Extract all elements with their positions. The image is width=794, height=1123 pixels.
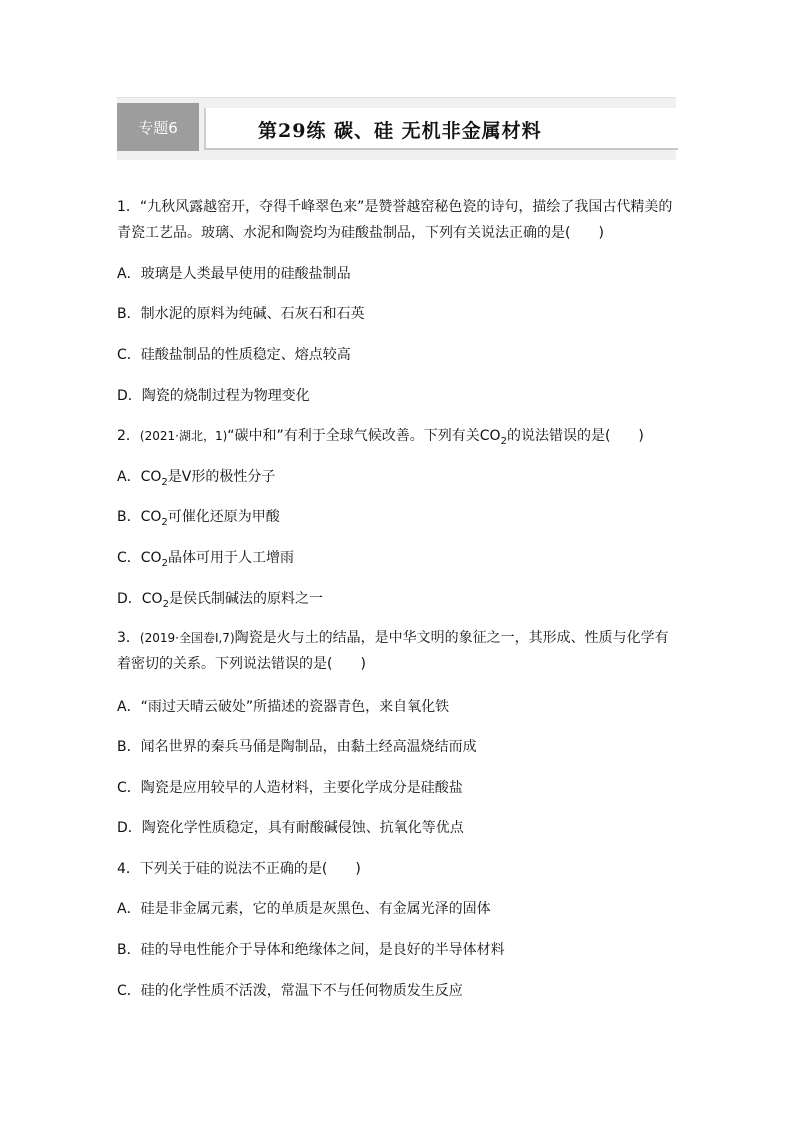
question-1-option-b: B．制水泥的原料为纯碱、石灰石和石英 (117, 306, 365, 322)
question-1-stem: 1．“九秋风露越窑开，夺得千峰翠色来”是赞誉越窑秘色瓷的诗句，描绘了我国古代精美的青瓷工艺品。玻璃、水泥和陶瓷均为硅酸盐制品，下列有关说法正确的是( ) (117, 199, 673, 241)
question-3-stem (117, 625, 682, 677)
option-text: 可催化还原为甲酸 (167, 509, 280, 525)
subscript-2: 2 (161, 476, 168, 488)
title-box (204, 108, 678, 148)
subscript-2: 2 (161, 557, 168, 569)
question-3-stem-text: 陶瓷是火与土的结晶，是中华文明的象征之一，其形成、性质与化学有着密切的关系。下列说法错误的是( ) (117, 630, 669, 672)
question-1-option-c: C．硅酸盐制品的性质稳定、熔点较高 (117, 347, 351, 363)
option-text: 是V形的极性分子 (167, 469, 276, 485)
option-text: 晶体可用于人工增雨 (167, 550, 294, 566)
question-4-option-b: B．硅的导电性能介于导体和绝缘体之间，是良好的半导体材料 (117, 942, 505, 958)
question-1-option-a: A．玻璃是人类最早使用的硅酸盐制品 (117, 266, 351, 282)
question-4-option-a: A．硅是非金属元素，它的单质是灰黑色、有金属光泽的固体 (117, 901, 491, 917)
subscript-2: 2 (162, 598, 169, 610)
question-4-stem: 4．下列关于硅的说法不正确的是( ) (117, 861, 361, 877)
subscript-2: 2 (161, 516, 168, 528)
question-3-source: (2019·全国卷Ⅰ,7) (139, 631, 235, 645)
option-text: 是侯氏制碱法的原料之一 (168, 591, 323, 607)
question-2-option-a (117, 467, 682, 493)
option-label: B．CO (117, 509, 162, 525)
page-title: 第29练 碳、硅 无机非金属材料 (258, 120, 542, 142)
question-2-option-c (117, 548, 682, 574)
topic-tag: 专题6 (117, 103, 199, 151)
question-2-option-d (117, 589, 682, 615)
question-4-option-c: C．硅的化学性质不活泼，常温下不与任何物质发生反应 (117, 983, 463, 999)
question-3-option-c: C．陶瓷是应用较早的人造材料，主要化学成分是硅酸盐 (117, 780, 463, 796)
question-2-stem-a: “碳中和”有利于全球气候改善。下列有关CO (227, 428, 501, 444)
option-label: A．CO (117, 469, 162, 485)
option-label: D．CO (117, 591, 163, 607)
question-3-option-b: B．闻名世界的秦兵马俑是陶制品，由黏土经高温烧结而成 (117, 739, 477, 755)
question-2-number: 2． (117, 428, 140, 444)
question-2-stem (117, 426, 682, 452)
question-3-option-d: D．陶瓷化学性质稳定，具有耐酸碱侵蚀、抗氧化等优点 (117, 820, 464, 836)
question-2-stem-b: 的说法错误的是( ) (506, 428, 644, 444)
option-label: C．CO (117, 550, 162, 566)
question-3-option-a: A．“雨过天晴云破处”所描述的瓷器青色，来自氧化铁 (117, 699, 450, 715)
subscript-2: 2 (500, 435, 507, 447)
question-2-source: (2021·湖北，1) (139, 429, 228, 443)
question-2-option-b (117, 507, 682, 533)
question-3-number: 3． (117, 630, 140, 646)
question-1-option-d: D．陶瓷的烧制过程为物理变化 (117, 388, 310, 404)
